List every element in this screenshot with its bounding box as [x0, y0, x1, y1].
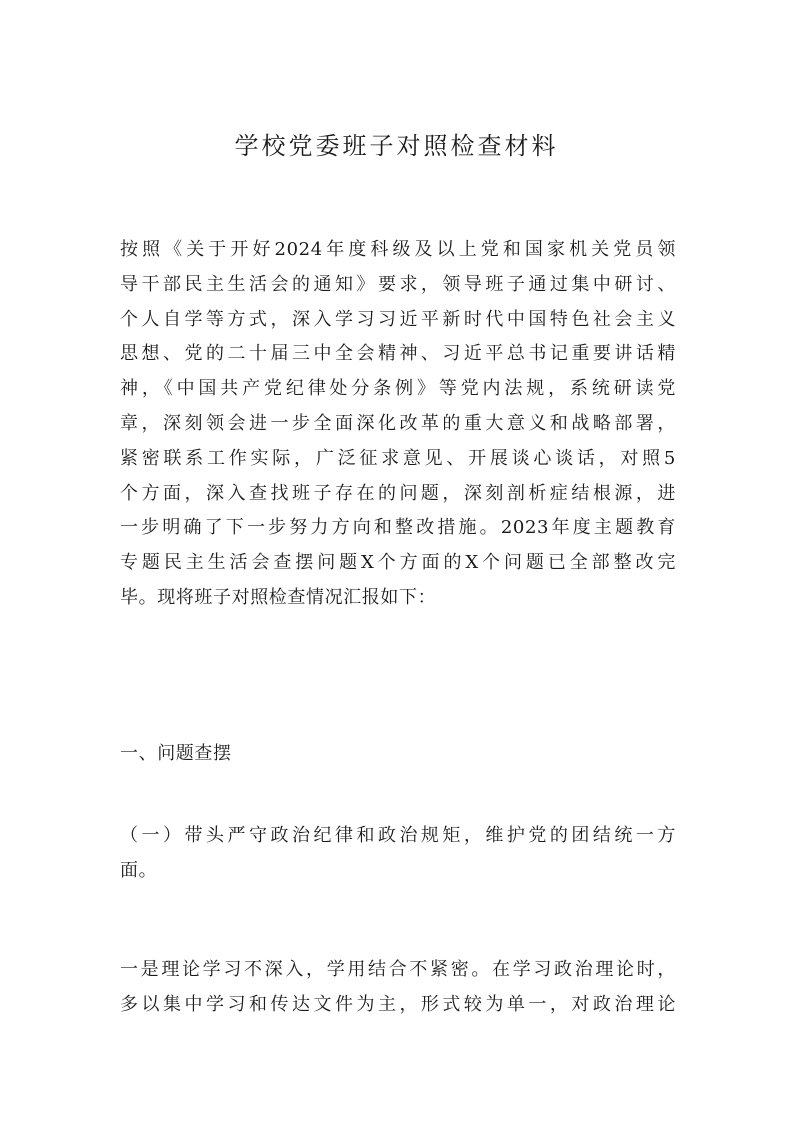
intro-paragraph [120, 233, 676, 616]
document-title: 学校党委班子对照检查材料 [234, 132, 559, 160]
paragraph-line: 按照《关于开好2024年度科级及以上党和国家机关党员领 [120, 239, 676, 260]
paragraph-line: 一是理论学习不深入，学用结合不紧密。在学习政治理论时， [120, 959, 676, 980]
paragraph-line: 专题民主生活会查摆问题X个方面的X个问题已全部整改完 [120, 552, 676, 574]
paragraph-line: 毕。现将班子对照检查情况汇报如下： [120, 586, 437, 608]
paragraph-line: （一）带头严守政治纪律和政治规矩，维护党的团结统一方 [120, 825, 676, 846]
paragraph-line: 神，《中国共产党纪律处分条例》等党内法规，系统研读党 [120, 378, 676, 400]
paragraph-line: 个方面，深入查找班子存在的问题，深刻剖析症结根源，进 [120, 482, 676, 504]
paragraph-line: 章，深刻领会进一步全面深化改革的重大意义和战略部署， [120, 412, 676, 434]
paragraph-line: 紧密联系工作实际，广泛征求意见、开展谈心谈话，对照5 [120, 447, 676, 469]
paragraph-line: 多以集中学习和传达文件为主，形式较为单一，对政治理论 [120, 993, 676, 1015]
section-heading-text: 一、问题查摆 [120, 743, 232, 764]
paragraph-line: 导干部民主生活会的通知》要求，领导班子通过集中研讨、 [120, 273, 676, 295]
section-heading [120, 737, 676, 772]
paragraph-line: 思想、党的二十届三中全会精神、习近平总书记重要讲话精 [120, 343, 676, 365]
paragraph-line: 一步明确了下一步努力方向和整改措施。2023年度主题教育 [120, 517, 676, 539]
paragraph-line: 个人自学等方式，深入学习习近平新时代中国特色社会主义 [120, 308, 676, 330]
subsection-heading [120, 819, 676, 889]
paragraph-line: 面。 [120, 859, 158, 881]
point-paragraph [120, 953, 676, 1023]
